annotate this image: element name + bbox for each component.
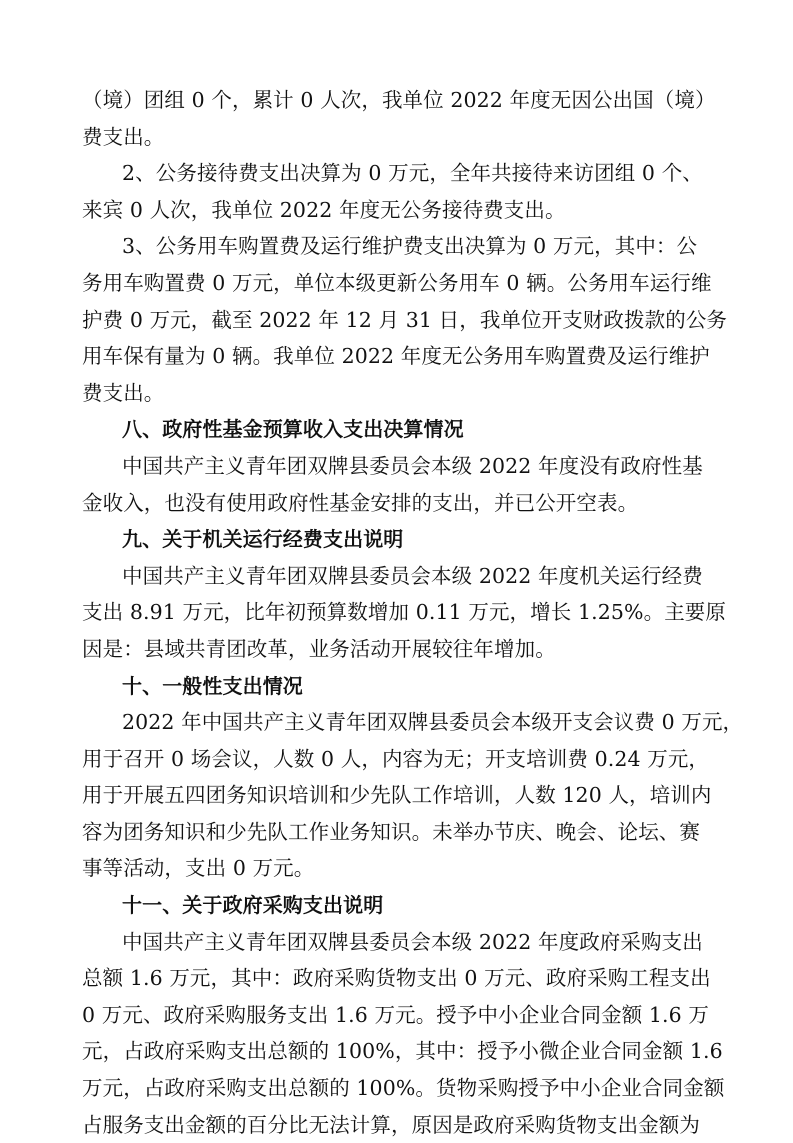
section-heading-procurement: 十一、关于政府采购支出说明 [122, 893, 384, 918]
text-line: 费支出。 [82, 124, 165, 149]
text-line: 费支出。 [82, 380, 165, 405]
text-line: 事等活动，支出 0 万元。 [82, 856, 315, 881]
text-line: 金收入，也没有使用政府性基金安排的支出，并已公开空表。 [82, 490, 639, 515]
text-line: 护费 0 万元，截至 2022 年 12 月 31 日，我单位开支财政拨款的公务 [82, 307, 728, 332]
text-line: 用于召开 0 场会议，人数 0 人，内容为无；开支培训费 0.24 万元， [82, 746, 710, 771]
text-line: 因是：县域共青团改革，业务活动开展较往年增加。 [82, 636, 556, 661]
text-line: 3、公务用车购置费及运行维护费支出决算为 0 万元，其中：公 [122, 234, 698, 259]
text-line: 中国共产主义青年团双牌县委员会本级 2022 年度机关运行经费 [122, 563, 703, 588]
text-line: 来宾 0 人次，我单位 2022 年度无公务接待费支出。 [82, 197, 566, 222]
paragraph-operating-expense [82, 558, 726, 668]
text-line: 用车保有量为 0 辆。我单位 2022 年度无公务用车购置费及运行维护 [82, 344, 710, 369]
text-line: 2022 年中国共产主义青年团双牌县委员会本级开支会议费 0 万元， [122, 710, 744, 735]
text-line: 0 万元、政府采购服务支出 1.6 万元。授予中小企业合同金额 1.6 万 [82, 1002, 710, 1027]
text-line: 元，占政府采购支出总额的 100%，其中：授予小微企业合同金额 1.6 [82, 1039, 723, 1064]
paragraph-vehicle-expense [82, 228, 728, 411]
section-heading-fund-budget: 八、政府性基金预算收入支出决算情况 [122, 417, 464, 442]
text-line: 支出 8.91 万元，比年初预算数增加 0.11 万元，增长 1.25%。主要原 [82, 600, 726, 625]
section-heading-operating-expense: 九、关于机关运行经费支出说明 [122, 527, 404, 552]
text-line: 万元，占政府采购支出总额的 100%。货物采购授予中小企业合同金额 [82, 1076, 725, 1101]
text-line: 中国共产主义青年团双牌县委员会本级 2022 年度政府采购支出 [122, 929, 703, 954]
text-line: 总额 1.6 万元，其中：政府采购货物支出 0 万元、政府采购工程支出 [82, 966, 711, 991]
text-line: 占服务支出金额的百分比无法计算，原因是政府采购货物支出金额为 [82, 1112, 700, 1137]
paragraph-fund-budget [82, 448, 719, 521]
text-line: 用于开展五四团务知识培训和少先队工作培训，人数 120 人，培训内 [82, 783, 712, 808]
text-line: 容为团务知识和少先队工作业务知识。未举办节庆、晚会、论坛、赛 [82, 819, 700, 844]
text-line: 2、公务接待费支出决算为 0 万元，全年共接待来访团组 0 个、 [122, 161, 703, 186]
text-line: 务用车购置费 0 万元，单位本级更新公务用车 0 辆。公务用车运行维 [82, 270, 712, 295]
text-line: 中国共产主义青年团双牌县委员会本级 2022 年度没有政府性基 [122, 453, 703, 478]
paragraph-general-expense [82, 704, 744, 887]
paragraph-overseas-travel [82, 82, 719, 155]
paragraph-procurement [82, 924, 725, 1143]
section-heading-general-expense: 十、一般性支出情况 [122, 673, 303, 698]
text-line: （境）团组 0 个，累计 0 人次，我单位 2022 年度无因公出国（境） [82, 88, 716, 112]
paragraph-reception-expense [82, 155, 719, 228]
